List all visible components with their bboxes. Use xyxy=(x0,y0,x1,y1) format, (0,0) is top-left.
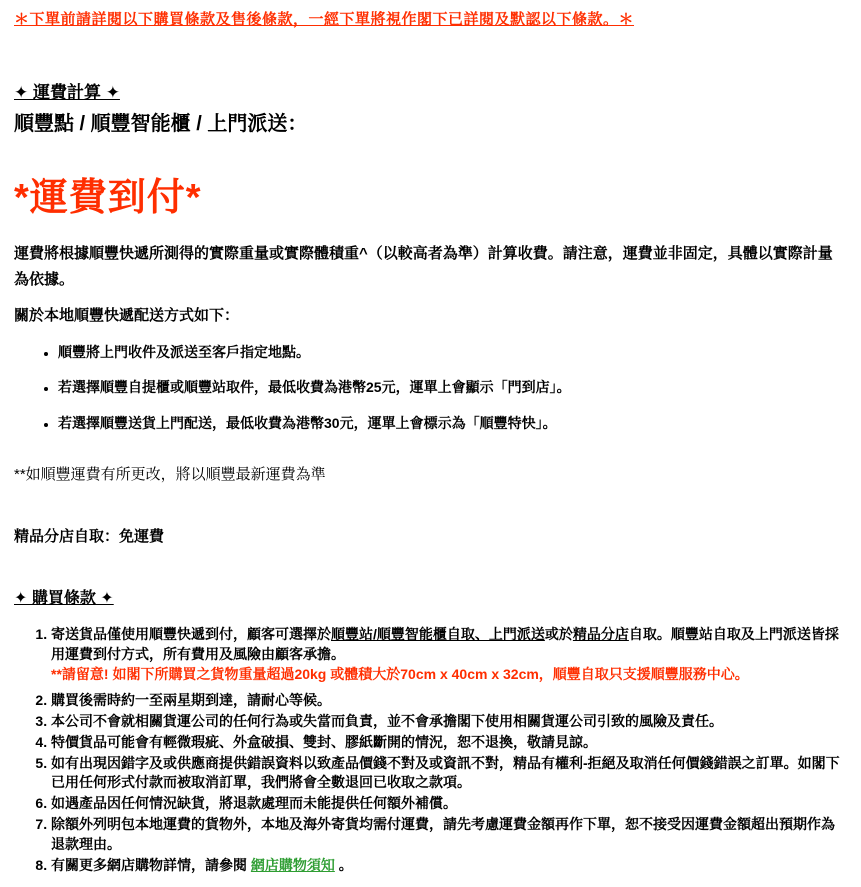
term-1-underlined-pickup-options: 順豐站/順豐智能櫃自取、上門派送 xyxy=(331,626,545,643)
term-item-3: 3. 本公司不會就相關貨運公司的任何行為或失當而負責，並不會承擔閣下使用相關貨運公司引致的風險及責任。 xyxy=(51,712,845,732)
term-item-2: 2. 購買後需時約一至兩星期到達，請耐心等候。 xyxy=(51,691,845,711)
list-item: • 若選擇順豐送貨上門配送，最低收費為港幣30元，運單上會標示為「順豐特快」。 xyxy=(58,414,845,434)
term-1-text: 或於 xyxy=(544,626,573,643)
list-item: • 若選擇順豐自提櫃或順豐站取件，最低收費為港幣25元，運單上會顯示「門到店」。 xyxy=(58,378,845,398)
delivery-methods-list xyxy=(14,343,845,434)
online-shopping-guide-link[interactable]: 網店購物須知 xyxy=(250,856,335,873)
freight-collect-banner: *運費到付* xyxy=(14,177,202,219)
term-item-8 xyxy=(51,856,845,876)
purchase-terms-list xyxy=(14,625,845,876)
term-item-5: 5. 如有出現因錯字及或供應商提供錯誤資料以致產品價錢不對及或資訊不對，精品有權利-拒絕及取消任何價錢錯誤之訂單。如閣下已用任何形式付款而被取消訂單，我們將會全數退回已收取之款項。 xyxy=(51,754,845,794)
term-item-4: 4. 特價貨品可能會有輕微瑕疵、外盒破損、雙封、膠紙斷開的情況，恕不退換，敬請見諒。 xyxy=(51,733,845,753)
term-8-text: 。 xyxy=(334,856,353,873)
shipping-section xyxy=(14,78,845,546)
fee-change-note: **如順豐運費有所更改，將以順豐最新運費為準 xyxy=(14,466,326,484)
term-1-weight-warning: **請留意! 如閣下所購買之貨物重量超過20kg 或體積大於70cm x 40cm x 32cm，順豐自取只支援順豐服務中心。 xyxy=(51,666,749,683)
shipping-intro-paragraph: 運費將根據順豐快遞所測得的實際重量或實際體積重^（以較高者為準）計算收費。請注意，運費並非固定，具體以實際計量為依據。 xyxy=(14,245,833,288)
term-1-text: 寄送貨品僅使用順豐快遞到付，顧客可選擇於 xyxy=(51,626,331,643)
term-item-6: 6. 如遇產品因任何情況缺貨，將退款處理而未能提供任何額外補償。 xyxy=(51,794,845,814)
shipping-calc-heading: ✦ 運費計算 ✦ xyxy=(14,83,120,102)
top-notice: ＊下單前請詳閱以下購買條款及售後條款，一經下單將視作閣下已詳閱及默認以下條款。＊ xyxy=(14,11,635,28)
term-1-underlined-boutique: 精品分店 xyxy=(572,626,629,643)
term-8-text: 有關更多網店購物詳情，請參閱 xyxy=(51,856,251,873)
term-1-text: 自取。順豐站自取及上門派送皆採用運費到付方式，所有費用及風險由顧客承擔。 xyxy=(51,626,839,663)
purchase-terms-heading: ✦ 購買條款 ✦ xyxy=(14,590,114,608)
term-item-7: 7. 除額外列明包本地運費的貨物外，本地及海外寄貨均需付運費，請先考慮運費金額再作下單，恕不接受因運費金額超出預期作為退款理由。 xyxy=(51,815,845,855)
term-item-1 xyxy=(51,625,845,685)
purchase-terms-section xyxy=(14,585,845,876)
shipping-methods-subheading: 順豐點 / 順豐智能櫃 / 上門派送： xyxy=(14,113,308,135)
list-item: • 順豐將上門收件及派送至客戶指定地點。 xyxy=(58,343,845,363)
delivery-methods-title: 關於本地順豐快遞配送方式如下： xyxy=(14,307,240,324)
store-pickup-free-note: 精品分店自取：免運費 xyxy=(14,528,165,546)
